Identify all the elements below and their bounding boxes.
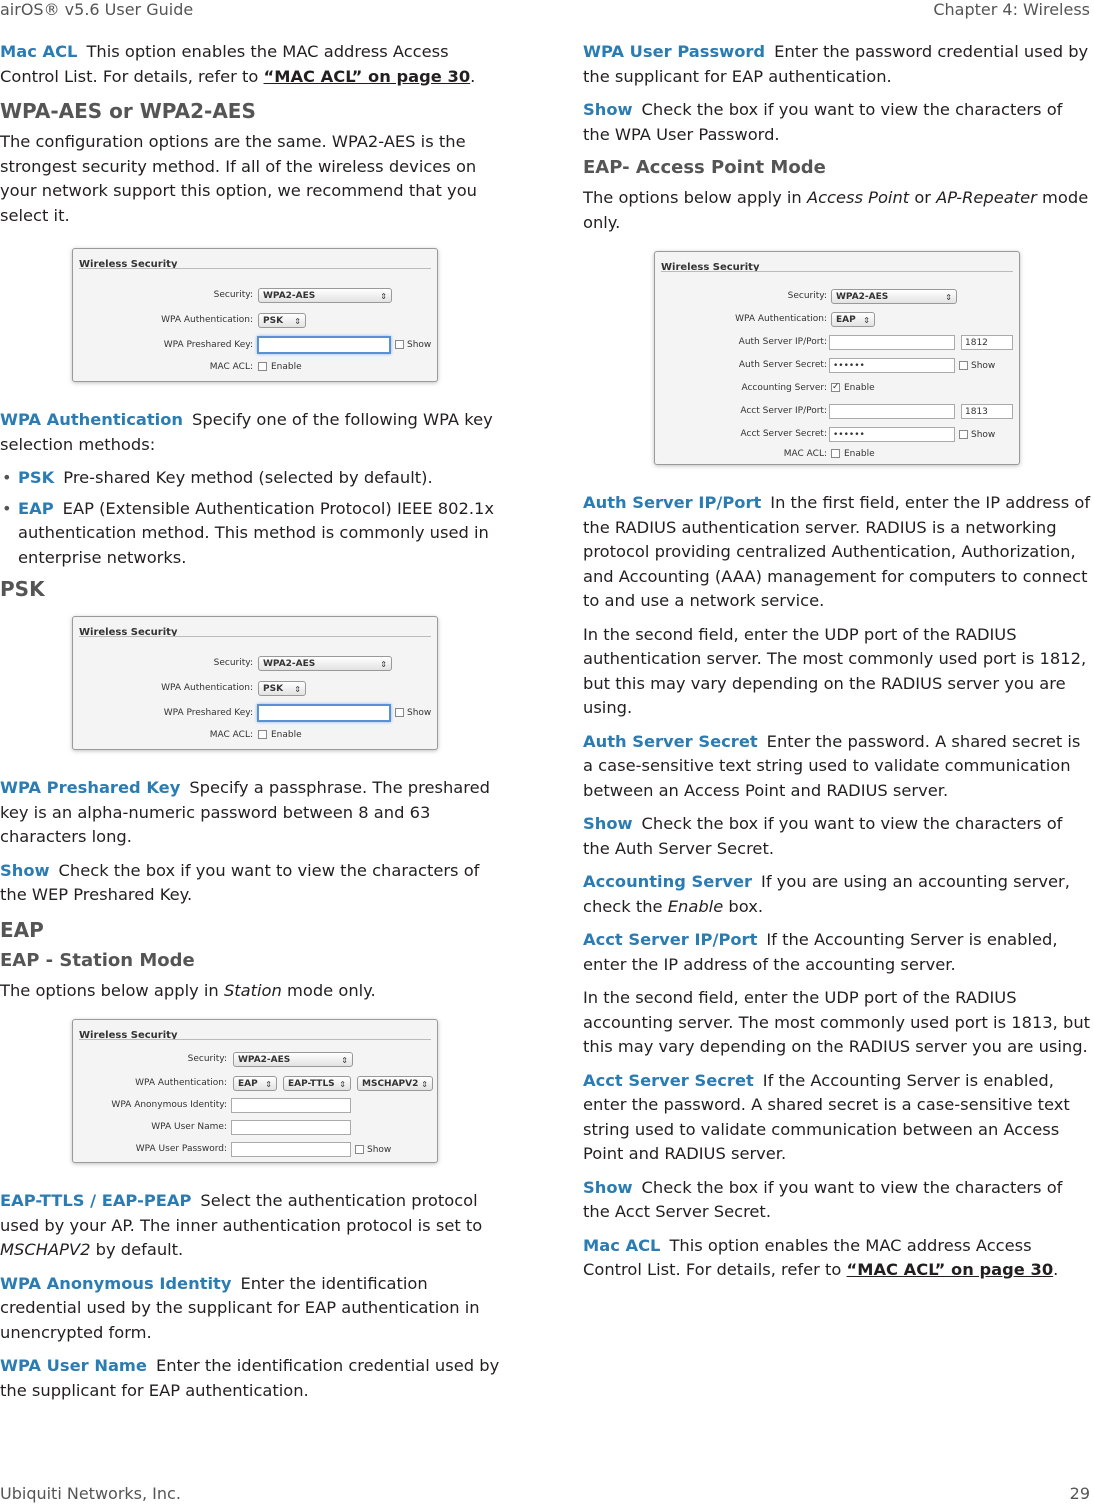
security-value: WPA2-AES: [263, 291, 316, 301]
show-wpa-text: Check the box if you want to view the characters of the WPA User Password.: [583, 100, 1063, 144]
acct-port-input[interactable]: 1813: [961, 404, 1013, 419]
show-label: Show: [407, 708, 432, 718]
security-label: Security:: [213, 290, 253, 300]
security-select[interactable]: [258, 656, 392, 671]
wpa-anon-paragraph: [0, 1272, 510, 1346]
wpa-aes-text: The configuration options are the same. WPA2-AES is the strongest security method. If all of the wireless devices on your network support this option, we recommend that you select it.: [0, 132, 477, 225]
show-wpa-paragraph: [583, 98, 1091, 147]
mac-acl-text: This option enables the MAC address Access Control List. For details, refer to: [0, 42, 449, 86]
security-select[interactable]: [831, 289, 957, 304]
show-acct-term: Show: [583, 1177, 633, 1197]
eap-ttls-value: EAP-TTLS: [288, 1079, 335, 1089]
show-label: Show: [971, 361, 996, 371]
mac-acl-end: .: [1053, 1260, 1059, 1279]
wpa-auth-term: WPA Authentication: [0, 410, 184, 429]
divider: [79, 636, 431, 637]
acct-secret-term: Acct Server Secret: [583, 1070, 754, 1090]
eap-term: EAP: [18, 498, 54, 518]
anon-identity-input[interactable]: [231, 1098, 351, 1113]
wpa-aes-heading: WPA-AES or WPA2-AES: [0, 99, 256, 123]
eap-station-pre: The options below apply in: [0, 980, 224, 1000]
psk-heading: PSK: [0, 577, 45, 601]
wpa-auth-select[interactable]: [831, 312, 875, 327]
screenshot-title: Wireless Security: [661, 262, 760, 273]
auth-ip-term: Auth Server IP/Port: [583, 493, 762, 512]
show-auth-text: Check the box if you want to view the characters of the Auth Server Secret.: [583, 814, 1063, 858]
eap-ap-pre: The options below apply in: [583, 188, 807, 207]
wpa-user-paragraph: [0, 1354, 510, 1403]
mac-acl-end: .: [470, 66, 476, 86]
eap-ttls-pre: Select the authentication protocol used by your AP. The inner authentication protocol is set to: [0, 1191, 483, 1235]
show-acct-text: Check the box if you want to view the characters of the Acct Server Secret.: [583, 1177, 1063, 1221]
wpa-auth-paragraph: [0, 408, 510, 457]
eap-ttls-paragraph: [0, 1189, 510, 1263]
auth-ip-paragraph: [583, 491, 1091, 614]
eap-station-text: [0, 979, 510, 1004]
psk-key-label: WPA Preshared Key:: [163, 340, 253, 350]
screenshot-eap-station: [72, 1019, 438, 1163]
wpa-pass-paragraph: [583, 40, 1091, 89]
enable-label: Enable: [844, 449, 875, 459]
running-header-title: airOS® v5.6 User Guide: [0, 0, 194, 19]
wpa-auth-value: EAP: [238, 1079, 258, 1089]
acct-server-term: Accounting Server: [583, 872, 753, 891]
show-label: Show: [971, 430, 996, 440]
mac-acl-text: This option enables the MAC address Access Control List. For details, refer to: [583, 1235, 1032, 1279]
auth-secret-term: Auth Server Secret: [583, 731, 758, 751]
show-auth-paragraph: [583, 812, 1091, 861]
wpa-auth-select[interactable]: [258, 313, 306, 328]
security-select[interactable]: [258, 288, 392, 303]
security-label: Security:: [213, 658, 253, 668]
screenshot-psk: [72, 616, 438, 750]
screenshot-title: Wireless Security: [79, 259, 178, 270]
acct-ip-paragraph: [583, 928, 1091, 977]
divider: [79, 268, 431, 269]
wpa-psk-paragraph: [0, 776, 510, 850]
psk-term: PSK: [18, 468, 55, 487]
wpa-anon-text: Enter the identification credential used by the supplicant for EAP authentication in unencrypted form.: [0, 1273, 480, 1342]
eap-station-post: mode only.: [281, 980, 376, 1000]
eap-ttls-select[interactable]: [283, 1076, 351, 1091]
auth-secret-input[interactable]: ••••••: [829, 358, 955, 373]
acct-server-post: box.: [723, 896, 763, 916]
psk-key-input[interactable]: [257, 336, 391, 354]
show-checkbox[interactable]: [355, 1145, 364, 1154]
acct-ip-label: Acct Server IP/Port:: [740, 406, 827, 416]
show-wep-text: Check the box if you want to view the characters of the WEP Preshared Key.: [0, 860, 480, 904]
wpa-psk-text: Specify a passphrase. The preshared key is an alpha-numeric password between 8 and 63 characters long.: [0, 778, 490, 846]
user-password-input[interactable]: [231, 1142, 351, 1157]
psk-key-input[interactable]: [257, 704, 391, 722]
mac-acl-term: Mac ACL: [583, 1235, 661, 1255]
eap-ap-em1: Access Point: [806, 188, 910, 207]
wpa-auth-text: Specify one of the following WPA key selection methods:: [0, 410, 493, 454]
page-number: 29: [1069, 1484, 1090, 1503]
security-value: WPA2-AES: [238, 1055, 291, 1065]
auth-ip-paragraph-2: In the second field, enter the UDP port of the RADIUS authentication server. The most commonly used port is 1812, but this may vary depending on the RADIUS server you are using.: [583, 624, 1087, 717]
security-select[interactable]: [233, 1052, 353, 1067]
mac-acl-checkbox[interactable]: [831, 449, 840, 458]
acct-ip-input[interactable]: [829, 404, 955, 419]
mac-acl-link[interactable]: “MAC ACL” on page 30: [263, 66, 471, 86]
mac-acl-label: MAC ACL:: [209, 730, 253, 740]
acct-secret-paragraph: [583, 1069, 1091, 1167]
auth-secret-paragraph: [583, 730, 1091, 804]
acct-server-pre: If you are using an accounting server, check the: [583, 872, 1070, 916]
mac-acl-checkbox[interactable]: [258, 730, 267, 739]
mac-acl-checkbox[interactable]: [258, 362, 267, 371]
mac-acl-label: MAC ACL:: [783, 449, 827, 459]
accounting-enable-checkbox[interactable]: ✓: [832, 382, 840, 392]
wpa-auth-label: WPA Authentication:: [161, 315, 253, 325]
auth-method-list: [0, 466, 510, 570]
select-arrow-icon: ⇕: [294, 317, 301, 326]
mschap-value: MSCHAPV2: [362, 1079, 419, 1089]
right-column: [583, 40, 1091, 1292]
wpa-auth-select[interactable]: [258, 681, 306, 696]
acct-ip-term: Acct Server IP/Port: [583, 930, 758, 949]
left-column: [0, 40, 510, 1412]
psk-key-label: WPA Preshared Key:: [163, 708, 253, 718]
select-arrow-icon: ⇕: [945, 293, 952, 302]
eap-station-heading: EAP - Station Mode: [0, 949, 195, 971]
show-wep-term: Show: [0, 860, 50, 880]
anon-identity-label: WPA Anonymous Identity:: [111, 1100, 227, 1110]
wpa-auth-label: WPA Authentication:: [161, 683, 253, 693]
screenshot-title: Wireless Security: [79, 1030, 178, 1041]
auth-ip-text: In the first field, enter the IP address of the RADIUS authentication server. RADIUS is a networking protocol providing centralized Authentication, Authorization, and Accounting (AAA) management for computers to connect to and use a network service.: [583, 493, 1091, 610]
show-auth-term: Show: [583, 814, 633, 833]
show-label: Show: [407, 340, 432, 350]
divider: [79, 1039, 431, 1040]
list-item: [0, 466, 510, 491]
footer-company: Ubiquiti Networks, Inc.: [0, 1484, 181, 1503]
auth-ip-input[interactable]: [829, 335, 955, 350]
accounting-server-label: Accounting Server:: [741, 383, 827, 393]
wpa-anon-term: WPA Anonymous Identity: [0, 1273, 232, 1293]
wpa-auth-value: EAP: [836, 315, 856, 325]
screenshot-wpa2-psk: [72, 248, 438, 382]
eap-ap-mid: or: [909, 188, 937, 207]
select-arrow-icon: ⇕: [380, 660, 387, 669]
wpa-auth-value: PSK: [263, 316, 284, 326]
enable-label: Enable: [271, 730, 302, 740]
select-arrow-icon: ⇕: [380, 292, 387, 301]
security-value: WPA2-AES: [263, 659, 316, 669]
user-name-input[interactable]: [231, 1120, 351, 1135]
wpa-auth-value: PSK: [263, 684, 284, 694]
acct-ip-text: If the Accounting Server is enabled, enter the IP address of the accounting server.: [583, 930, 1058, 974]
acct-server-paragraph: [583, 870, 1091, 919]
wpa-pass-term: WPA User Password: [583, 42, 766, 61]
eap-heading: EAP: [0, 917, 44, 942]
show-checkbox[interactable]: [395, 340, 404, 349]
screenshot-title: Wireless Security: [79, 627, 178, 638]
acct-secret-text: If the Accounting Server is enabled, enter the password. A shared secret is a case-sensitive text string used to validate communication between an Access Point and RADIUS server.: [583, 1070, 1070, 1163]
show-label: Show: [367, 1145, 392, 1155]
auth-secret-text: Enter the password. A shared secret is a case-sensitive text string used to validate communication between an Access Point and RADIUS server.: [583, 731, 1081, 800]
eap-ttls-term: EAP-TTLS / EAP-PEAP: [0, 1191, 192, 1210]
auth-port-input[interactable]: 1812: [961, 335, 1013, 350]
show-checkbox[interactable]: [395, 708, 404, 717]
eap-ap-em2: AP-Repeater: [936, 188, 1037, 207]
wpa-auth-label: WPA Authentication:: [735, 314, 827, 324]
eap-ap-heading: EAP- Access Point Mode: [583, 157, 826, 178]
wpa-auth-label: WPA Authentication:: [135, 1078, 227, 1088]
acct-server-em: Enable: [667, 896, 724, 916]
running-header-chapter: Chapter 4: Wireless: [933, 0, 1090, 19]
enable-label: Enable: [844, 383, 875, 393]
select-arrow-icon: ⇕: [294, 685, 301, 694]
mac-acl-paragraph: [0, 40, 510, 89]
show-auth-checkbox[interactable]: [959, 361, 968, 370]
select-arrow-icon: ⇕: [863, 316, 870, 325]
show-wpa-term: Show: [583, 100, 633, 119]
list-item: [0, 497, 510, 571]
acct-secret-label: Acct Server Secret:: [740, 429, 827, 439]
eap-text: EAP (Extensible Authentication Protocol) IEEE 802.1x authentication method. This method is commonly used in enterprise networks.: [18, 498, 495, 567]
security-label: Security:: [187, 1054, 227, 1064]
user-password-label: WPA User Password:: [135, 1144, 227, 1154]
show-acct-checkbox[interactable]: [959, 430, 968, 439]
wpa-auth-select[interactable]: [233, 1076, 277, 1091]
auth-secret-label: Auth Server Secret:: [738, 360, 827, 370]
security-label: Security:: [787, 291, 827, 301]
mac-acl-term: Mac ACL: [0, 42, 78, 61]
mac-acl-label: MAC ACL:: [209, 362, 253, 372]
psk-text: Pre-shared Key method (selected by default).: [63, 468, 433, 487]
acct-ip-paragraph-2: In the second field, enter the UDP port of the RADIUS accounting server. The most commonly used port is 1813, but this may vary depending on the RADIUS server you are using.: [583, 988, 1091, 1056]
eap-ttls-post: by default.: [90, 1240, 184, 1259]
wpa-user-term: WPA User Name: [0, 1356, 147, 1375]
select-arrow-icon: ⇕: [421, 1080, 428, 1089]
eap-station-em: Station: [223, 980, 282, 1000]
auth-ip-label: Auth Server IP/Port:: [738, 337, 827, 347]
divider: [661, 271, 1013, 272]
wpa-user-text: Enter the identification credential used by the supplicant for EAP authentication.: [0, 1356, 500, 1400]
security-value: WPA2-AES: [836, 292, 889, 302]
screenshot-eap-ap: [654, 251, 1020, 465]
user-name-label: WPA User Name:: [151, 1122, 227, 1132]
show-wep-paragraph: [0, 859, 510, 908]
wpa-psk-term: WPA Preshared Key: [0, 778, 181, 797]
enable-label: Enable: [271, 362, 302, 372]
mschap-select[interactable]: [357, 1076, 433, 1091]
mac-acl-paragraph-right: [583, 1234, 1091, 1283]
select-arrow-icon: ⇕: [341, 1056, 348, 1065]
mac-acl-link[interactable]: “MAC ACL” on page 30: [846, 1260, 1054, 1279]
acct-secret-input[interactable]: ••••••: [829, 427, 955, 442]
select-arrow-icon: ⇕: [265, 1080, 272, 1089]
eap-ttls-em: MSCHAPV2: [0, 1240, 91, 1259]
show-acct-paragraph: [583, 1176, 1091, 1225]
eap-ap-post: mode only.: [583, 188, 1089, 232]
eap-ap-text: [583, 186, 1091, 235]
wpa-pass-text: Enter the password credential used by the supplicant for EAP authentication.: [583, 42, 1089, 86]
select-arrow-icon: ⇕: [339, 1080, 346, 1089]
